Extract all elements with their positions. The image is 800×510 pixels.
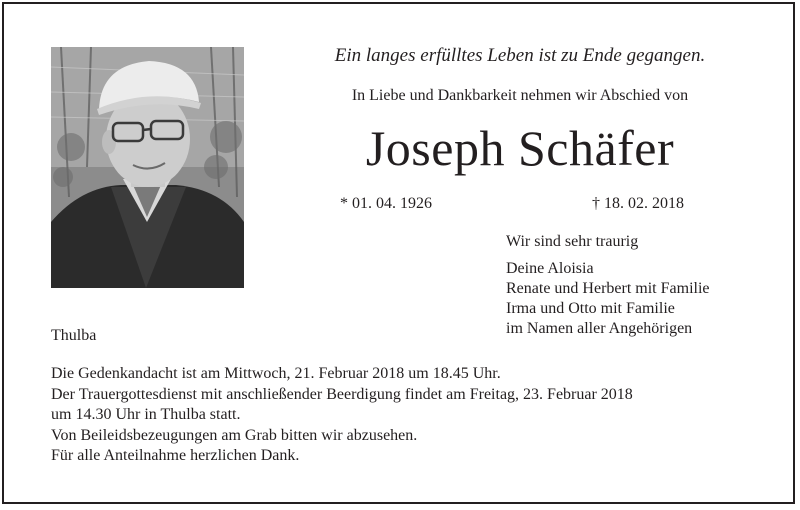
service-details <box>51 364 761 467</box>
mourner-line: im Namen aller Angehörigen <box>506 320 693 337</box>
mourners-block <box>506 232 710 339</box>
detail-line: Von Beileidsbezeugungen am Grab bitten wir abzusehen. <box>51 426 418 444</box>
detail-line: Der Trauergottesdienst mit anschließender Beerdigung findet am Freitag, 23. Februar 2018 <box>51 385 633 403</box>
mourners-intro: Wir sind sehr traurig <box>506 233 639 250</box>
place-name: Thulba <box>51 327 97 344</box>
mourner-line: Renate und Herbert mit Familie <box>506 280 710 297</box>
headline-quote: Ein langes erfülltes Leben ist zu Ende gegangen. <box>334 45 706 66</box>
death-date: † 18. 02. 2018 <box>592 195 684 212</box>
deceased-name: Joseph Schäfer <box>365 120 675 176</box>
detail-line: um 14.30 Uhr in Thulba statt. <box>51 406 241 423</box>
birth-date: * 01. 04. 1926 <box>340 195 432 212</box>
farewell-intro: In Liebe und Dankbarkeit nehmen wir Abschied von <box>351 87 689 104</box>
detail-line: Für alle Anteilnahme herzlichen Dank. <box>51 447 300 464</box>
mourner-line: Deine Aloisia <box>506 260 594 277</box>
mourner-line: Irma und Otto mit Familie <box>506 300 675 317</box>
portrait-photo <box>51 47 244 288</box>
detail-line: Die Gedenkandacht ist am Mittwoch, 21. Februar 2018 um 18.45 Uhr. <box>51 365 501 382</box>
